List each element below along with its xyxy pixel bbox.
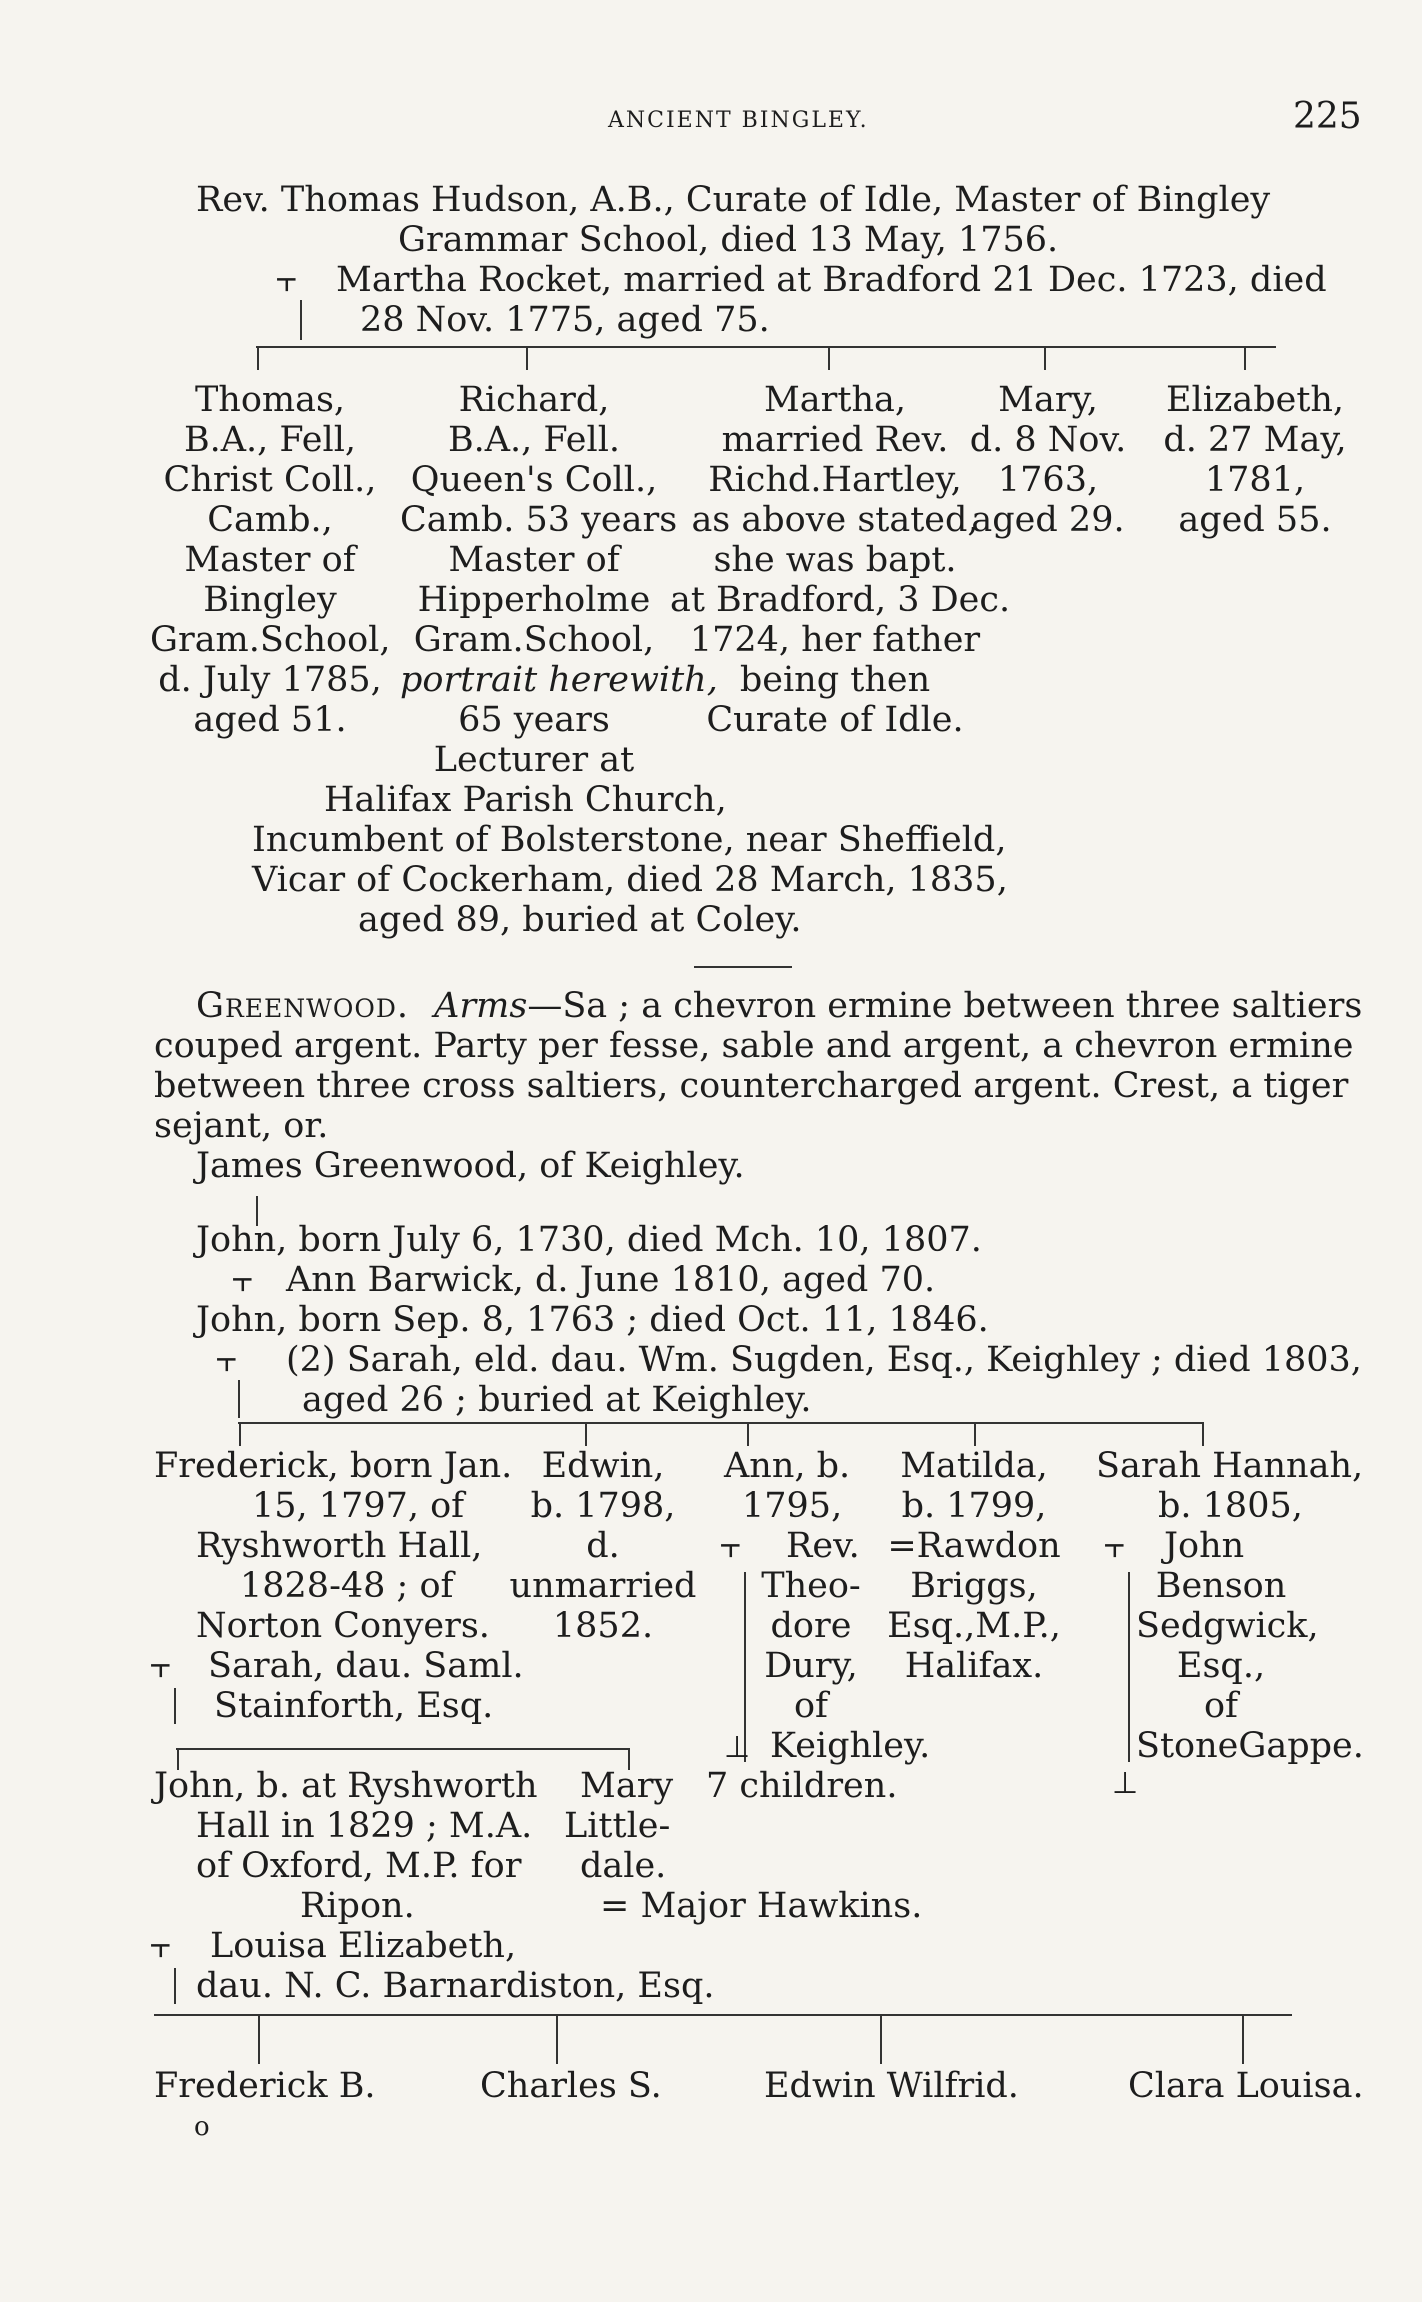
hudson-line-2: Grammar School, died 13 May, 1756. [398, 220, 1059, 260]
gen5-edwin: Edwin Wilfrid. [764, 2066, 1019, 2106]
descent-line [556, 2014, 558, 2064]
ann-barwick: Ann Barwick, d. June 1810, aged 70. [286, 1260, 936, 1300]
marriage-symbol: ⫟ [232, 1260, 254, 1300]
sibling-line [256, 346, 1276, 348]
frederick-line-4: 1828-48 ; of [240, 1566, 454, 1606]
page-number: 225 [1293, 96, 1362, 137]
descent-mark: ⊥ [1112, 1766, 1139, 1801]
john-1730: John, born July 6, 1730, died Mch. 10, 1807. [196, 1220, 982, 1260]
frederick-wife-2: Stainforth, Esq. [214, 1686, 494, 1726]
hudson-line-4: 28 Nov. 1775, aged 75. [360, 300, 770, 340]
gen5-frederick: Frederick B. [154, 2066, 376, 2106]
sibling-line [176, 1748, 630, 1750]
marriage-symbol: ⫟ [150, 1926, 172, 1966]
arms-text: —Sa ; a chevron ermine between three saltiers [527, 986, 1363, 1026]
descent-line [239, 1422, 241, 1446]
frederick-wife-1: Sarah, dau. Saml. [208, 1646, 524, 1686]
richard-cont-3: Vicar of Cockerham, died 28 March, 1835, [252, 860, 1008, 900]
frederick-line-3: Ryshworth Hall, [196, 1526, 483, 1566]
signature-mark: o [194, 2112, 210, 2142]
descent-line [828, 346, 830, 370]
gen5-charles: Charles S. [480, 2066, 662, 2106]
descent-line [526, 346, 528, 370]
arms-line-2: couped argent. Party per fesse, sable and argent, a chevron ermine [154, 1026, 1354, 1066]
descent-line [258, 2014, 260, 2064]
descent-line [174, 1968, 176, 2004]
descent-line [1244, 346, 1246, 370]
john-wife-2: dau. N. C. Barnardiston, Esq. [196, 1966, 715, 2006]
arms-label: Arms [434, 986, 528, 1026]
marriage-symbol: ⫟ [276, 260, 298, 300]
marriage-symbol: ⫟ [150, 1646, 172, 1686]
descent-line [300, 300, 302, 340]
hudson-line-3: Martha Rocket, married at Bradford 21 Dec. 1723, died [336, 260, 1327, 300]
descent-line [174, 1688, 176, 1724]
frederick-line-5: Norton Conyers. [196, 1606, 490, 1646]
hudson-line-1: Rev. Thomas Hudson, A.B., Curate of Idle, Master of Bingley [196, 180, 1271, 220]
james-greenwood: James Greenwood, of Keighley. [196, 1146, 745, 1186]
mary-entry: Mary, d. 8 Nov. 1763, aged 29. [969, 380, 1127, 540]
ann-keighley: Keighley. [770, 1726, 931, 1766]
john-gen4-line-1: John, b. at Ryshworth [154, 1766, 538, 1806]
richard-cont-2: Incumbent of Bolsterstone, near Sheffield, [252, 820, 1007, 860]
sibling-line [238, 1422, 1204, 1424]
gen5-clara: Clara Louisa. [1128, 2066, 1364, 2106]
mary-husband: = Major Hawkins. [600, 1886, 923, 1926]
john-wife-1: Louisa Elizabeth, [210, 1926, 517, 1966]
ann-children: 7 children. [706, 1766, 898, 1806]
frederick-line-1: Frederick, born Jan. [154, 1446, 513, 1486]
descent-mark: ⊥ [724, 1730, 751, 1765]
mary-gen4-line-1: Mary [580, 1766, 674, 1806]
descent-line [1242, 2014, 1244, 2064]
marriage-symbol: ⫟ [720, 1526, 742, 1566]
john-gen4-line-2: Hall in 1829 ; M.A. [196, 1806, 533, 1846]
sibling-line [154, 2014, 1292, 2016]
frederick-line-2: 15, 1797, of [252, 1486, 465, 1526]
descent-line [747, 1422, 749, 1446]
descent-line [1202, 1422, 1204, 1446]
ann-line-1: Ann, b. [724, 1446, 851, 1486]
descent-line [974, 1422, 976, 1446]
richard-cont-1: Halifax Parish Church, [324, 780, 727, 820]
descent-line [238, 1380, 240, 1418]
sarah-hannah-husband: Benson Sedgwick, Esq., of StoneGappe. [1136, 1566, 1364, 1766]
section-divider [694, 966, 792, 968]
mary-gen4-line-2: Little- [564, 1806, 671, 1846]
matilda-entry: Matilda, b. 1799, =Rawdon Briggs, Esq.,M.P., Halifax. [887, 1446, 1061, 1686]
sarah-sugden-cont: aged 26 ; buried at Keighley. [302, 1380, 812, 1420]
ann-line-3: Rev. [786, 1526, 860, 1566]
arms-line-3: between three cross saltiers, countercharged argent. Crest, a tiger [154, 1066, 1349, 1106]
edwin-entry: Edwin, b. 1798, d. unmarried 1852. [509, 1446, 697, 1646]
marriage-symbol: ⫟ [1104, 1526, 1126, 1566]
mary-gen4-line-3: dale. [580, 1846, 667, 1886]
descent-line [1128, 1572, 1130, 1762]
marriage-symbol: ⫟ [216, 1340, 238, 1380]
john-gen4-line-4: Ripon. [300, 1886, 415, 1926]
john-gen4-line-3: of Oxford, M.P. for [196, 1846, 522, 1886]
ann-husband: Theo- dore Dury, of [761, 1566, 861, 1726]
john-1763: John, born Sep. 8, 1763 ; died Oct. 11, 1846. [196, 1300, 989, 1340]
martha-entry: Martha, married Rev. Richd.Hartley, as above stated, she was bapt. at Bradford, 3 Dec. 1724, her father being then Curate of Idle. [670, 380, 1011, 740]
ann-line-2: 1795, [742, 1486, 843, 1526]
descent-line [585, 1422, 587, 1446]
elizabeth-entry: Elizabeth, d. 27 May, 1781, aged 55. [1163, 380, 1347, 540]
sarah-hannah-line-3: John [1164, 1526, 1245, 1566]
thomas-entry: Thomas, B.A., Fell, Christ Coll., Camb., Master of Bingley Gram.School, d. July 1785, aged 51. [150, 380, 391, 740]
descent-line [1044, 346, 1046, 370]
richard-cont-4: aged 89, buried at Coley. [358, 900, 802, 940]
descent-line [880, 2014, 882, 2064]
running-header: ANCIENT BINGLEY. [608, 108, 869, 133]
greenwood-name: Greenwood. [196, 986, 410, 1026]
richard-entry: Richard, B.A., Fell. Queen's Coll., Camb. 53 years Master of Hipperholme Gram.School, portrait herewith, 65 years Lecturer at [400, 380, 718, 780]
sarah-sugden: (2) Sarah, eld. dau. Wm. Sugden, Esq., Keighley ; died 1803, [286, 1340, 1362, 1380]
sarah-hannah-line-1: Sarah Hannah, [1096, 1446, 1364, 1486]
descent-line [257, 346, 259, 370]
arms-line-4: sejant, or. [154, 1106, 329, 1146]
sarah-hannah-line-2: b. 1805, [1158, 1486, 1303, 1526]
greenwood-arms-line [196, 986, 1362, 1026]
